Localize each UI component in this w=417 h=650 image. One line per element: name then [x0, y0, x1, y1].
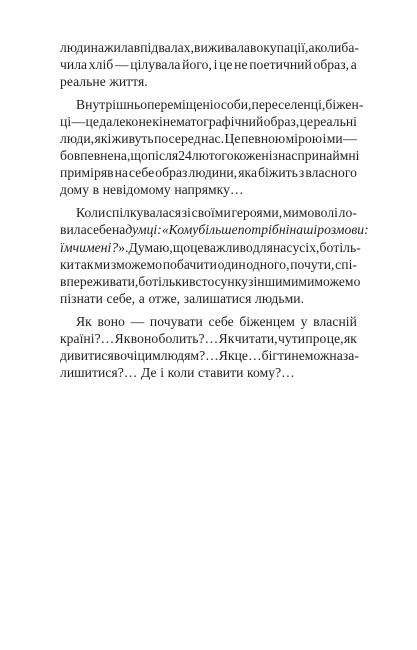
word: це	[190, 239, 204, 255]
word: залишатися	[183, 290, 252, 306]
text-line	[60, 221, 369, 238]
word: життя.	[109, 74, 148, 90]
word: думці:	[125, 222, 162, 238]
word: не	[234, 57, 248, 73]
word: ці	[60, 114, 72, 130]
word: «Кому	[161, 222, 199, 238]
word: ми	[94, 256, 111, 272]
word: Це	[224, 131, 241, 147]
word: Як	[76, 313, 92, 329]
word: важливо	[203, 239, 253, 255]
text-line	[60, 347, 357, 364]
word: із	[268, 148, 278, 164]
word: нас.	[201, 131, 225, 147]
word: власній	[313, 313, 357, 329]
word: певною	[240, 131, 286, 147]
word: чи	[72, 239, 86, 255]
word: наші	[289, 222, 318, 238]
word: живуть	[111, 131, 154, 147]
word: і	[322, 131, 327, 147]
word: напрямку…	[174, 182, 244, 198]
word: його,	[182, 57, 212, 73]
word: один	[217, 256, 246, 272]
word: це…	[234, 347, 262, 363]
word: реальне	[60, 74, 106, 90]
word: стосунку	[195, 273, 249, 289]
word: розмови:	[317, 222, 369, 238]
word: невідомому	[102, 182, 171, 198]
paragraph-3	[60, 204, 369, 306]
word: переселенці,	[251, 97, 326, 113]
text-line	[60, 147, 360, 164]
word: і	[213, 57, 218, 73]
word: як	[343, 330, 357, 346]
text-line	[60, 256, 357, 273]
word: —	[343, 131, 357, 147]
word: за-	[342, 347, 359, 363]
word: в	[92, 182, 100, 198]
word: мимоволі	[282, 205, 338, 221]
word: спілкувалася	[105, 205, 182, 221]
text-line	[60, 290, 357, 307]
word: побачити	[162, 256, 217, 272]
word: кінематографічний	[152, 114, 264, 130]
word: так	[74, 256, 94, 272]
word: себе	[208, 313, 234, 329]
word: людям?…	[160, 347, 219, 363]
word: Як	[218, 347, 235, 363]
word: біжен-	[325, 97, 364, 113]
word: людьми.	[255, 290, 305, 306]
text-line	[60, 56, 357, 73]
text-line	[60, 130, 357, 147]
word: біженцем	[239, 313, 295, 329]
word: принаймні	[297, 148, 360, 164]
word: в	[189, 273, 196, 289]
word: зі	[181, 205, 192, 221]
word: читати,	[234, 330, 278, 346]
word: на	[114, 165, 129, 181]
word: переміщені	[147, 97, 214, 113]
word: більше	[198, 222, 238, 238]
word: Думаю,	[128, 239, 173, 255]
word: на	[111, 222, 126, 238]
word: нас	[272, 239, 293, 255]
word: після	[147, 148, 179, 164]
word: тільки	[152, 273, 190, 289]
word: почути,	[290, 256, 335, 272]
body-text	[60, 39, 369, 381]
word: а	[350, 57, 357, 73]
word: лютого	[191, 148, 234, 164]
word: усіх,	[292, 239, 320, 255]
word: впевнена,	[73, 148, 131, 164]
word: себе	[86, 222, 112, 238]
word: для	[252, 239, 273, 255]
text-line	[60, 239, 361, 256]
word: людина	[60, 40, 105, 55]
word: почувати	[149, 313, 203, 329]
word: що	[172, 239, 191, 255]
word: одного,	[246, 256, 290, 272]
word: особи,	[213, 97, 252, 113]
word: воно	[130, 330, 159, 346]
text-line	[60, 204, 357, 221]
word: приміряв	[60, 165, 114, 181]
word: ставити	[198, 364, 244, 380]
word: в	[133, 40, 141, 55]
word: підвалах,	[140, 40, 195, 55]
word: хліб	[88, 57, 114, 73]
word: виживала	[194, 40, 251, 55]
text-line	[60, 364, 357, 381]
word: спі-	[335, 256, 357, 272]
word: Як	[218, 330, 235, 346]
word: бо	[60, 148, 74, 164]
word: у	[300, 313, 308, 329]
word: що	[130, 148, 148, 164]
word: в	[113, 347, 121, 363]
word: дивитися	[60, 347, 114, 363]
word: з	[248, 273, 254, 289]
word: цим	[137, 347, 161, 363]
word: біжить	[258, 165, 298, 181]
word: 24	[178, 148, 192, 164]
word: з	[298, 165, 305, 181]
word: отже,	[148, 290, 181, 306]
word: можемо	[314, 273, 361, 289]
word: —	[71, 114, 86, 130]
word: коли	[314, 40, 342, 55]
word: не	[291, 347, 305, 363]
text-line	[60, 96, 364, 113]
word: себе,	[106, 290, 136, 306]
word: пізнати	[60, 290, 103, 306]
word: а	[138, 290, 145, 306]
word: посеред	[154, 131, 201, 147]
text-line	[60, 330, 357, 347]
word: бігти	[261, 347, 292, 363]
word: вила	[60, 222, 87, 238]
word: і	[160, 364, 165, 380]
word: потрібні	[237, 222, 290, 238]
word: бо	[138, 273, 153, 289]
word: нас	[277, 148, 298, 164]
word: люди,	[60, 131, 95, 147]
word: образ	[155, 165, 188, 181]
word: —	[130, 313, 145, 329]
word: лишитися?…	[60, 364, 138, 380]
word: далеко	[99, 114, 139, 130]
word: людини,	[188, 165, 238, 181]
text-line	[60, 113, 357, 130]
text-line	[60, 313, 357, 330]
word: болить?…	[158, 330, 219, 346]
word: бо	[319, 239, 334, 255]
word: окупації,	[256, 40, 309, 55]
word: жила	[104, 40, 134, 55]
word: ки	[60, 256, 74, 272]
word: зможемо	[110, 256, 163, 272]
word: образ,	[263, 114, 300, 130]
word: яка	[238, 165, 258, 181]
paragraph-2	[60, 96, 364, 198]
word: поетичний	[249, 57, 312, 73]
word: ло-	[338, 205, 357, 221]
word: ми	[326, 131, 343, 147]
word: мені?».	[85, 239, 129, 255]
word: власного	[305, 165, 357, 181]
word: їм	[60, 239, 73, 255]
word: воно	[97, 313, 125, 329]
text-line	[60, 273, 361, 290]
word: очі	[120, 347, 138, 363]
word: дому	[60, 182, 90, 198]
word: мірою	[285, 131, 323, 147]
word: коли	[167, 364, 195, 380]
word: —	[114, 57, 129, 73]
word: реальні	[313, 114, 357, 130]
word: не	[138, 114, 152, 130]
word: цілувала	[130, 57, 181, 73]
word: себе	[129, 165, 155, 181]
word: кому?…	[247, 364, 295, 380]
word: це	[299, 114, 314, 130]
word: які	[94, 131, 112, 147]
word: це,	[326, 330, 344, 346]
word: чила	[60, 57, 88, 73]
word: це	[85, 114, 99, 130]
word: героями,	[231, 205, 283, 221]
word: впереживати,	[60, 273, 139, 289]
word: це	[219, 57, 233, 73]
word: Де	[141, 364, 157, 380]
word: своїми	[191, 205, 231, 221]
word: тіль-	[333, 239, 361, 255]
word: про	[305, 330, 327, 346]
paragraph-4	[60, 313, 357, 381]
word: можна	[304, 347, 343, 363]
text-line	[60, 164, 357, 181]
word: іншими	[253, 273, 299, 289]
word: ми	[298, 273, 315, 289]
word: чути	[277, 330, 306, 346]
text-line	[60, 73, 357, 90]
word: Коли	[76, 205, 106, 221]
word: а	[308, 40, 315, 55]
word: образ,	[313, 57, 350, 73]
word: країні?…	[60, 330, 115, 346]
word: кожен	[233, 148, 269, 164]
paragraph-1	[60, 39, 360, 90]
word: Внутрішньо	[76, 97, 148, 113]
text-line	[60, 181, 357, 198]
word: в	[250, 40, 257, 55]
word: Як	[114, 330, 131, 346]
text-line	[60, 39, 360, 56]
word: ба-	[341, 40, 360, 55]
